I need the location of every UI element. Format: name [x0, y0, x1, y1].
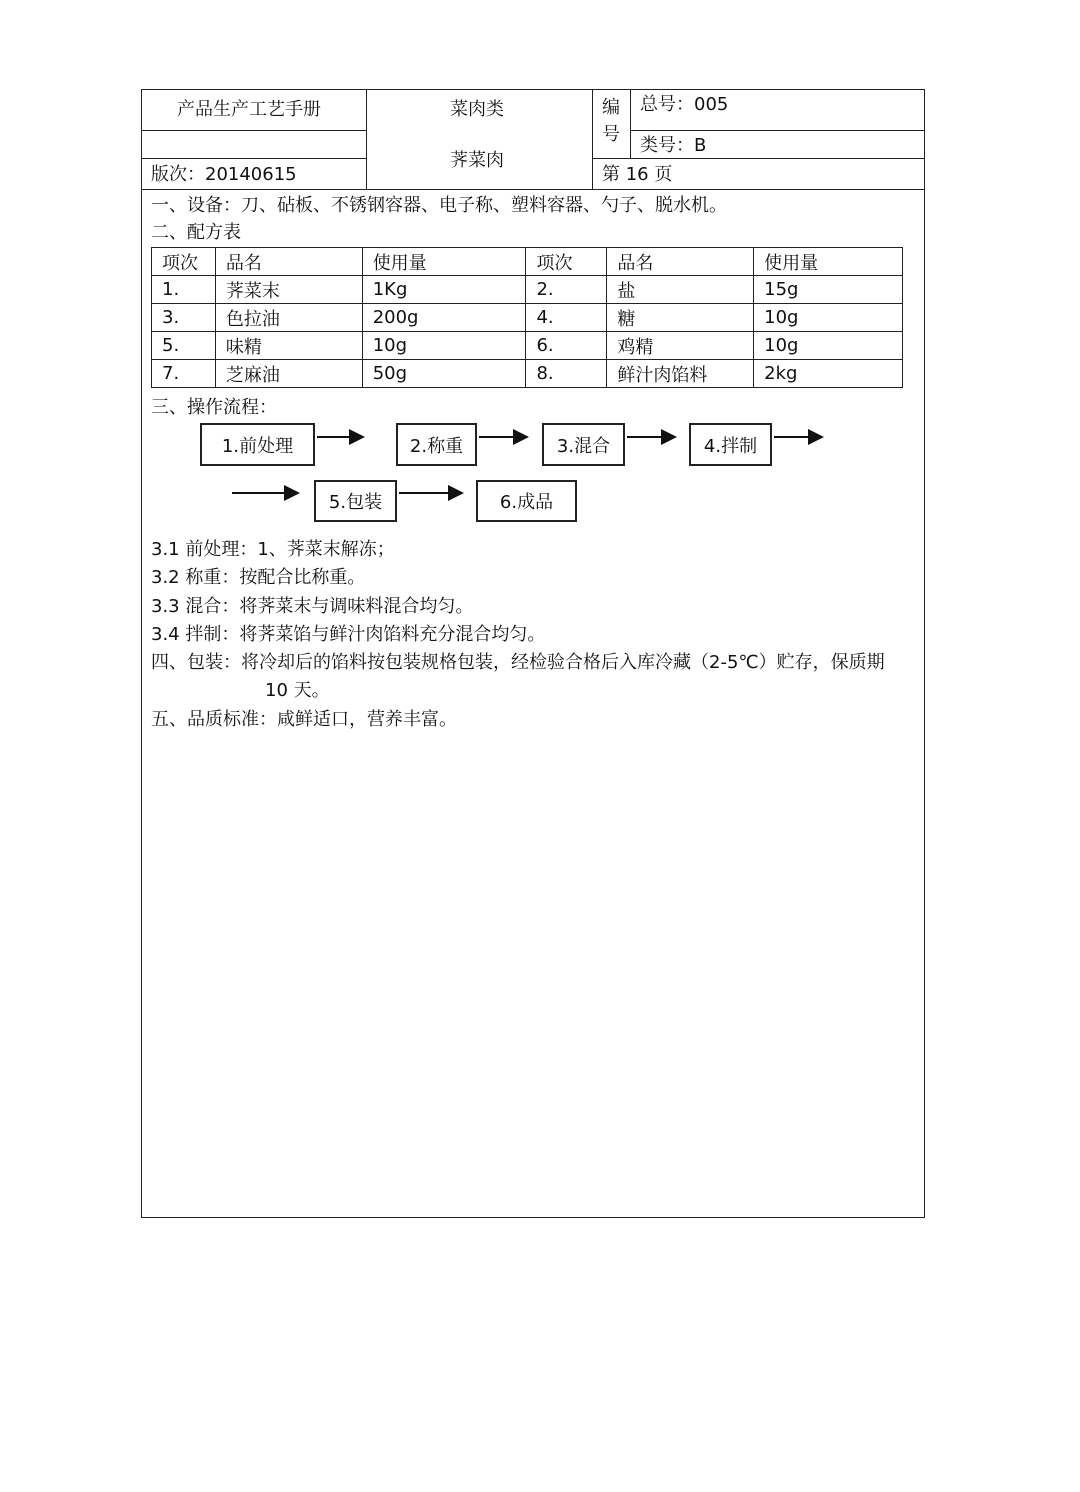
- flow-step-stir: 4.拌制: [689, 423, 772, 466]
- quality-standard: 五、品质标准：咸鲜适口，营养丰富。: [151, 709, 457, 730]
- recipe-table: [151, 247, 903, 388]
- header-divider: [141, 130, 366, 131]
- table-row: [152, 360, 903, 388]
- table-cell: 6.: [526, 332, 607, 360]
- version-label: 版次：20140615: [151, 164, 297, 185]
- flow-step-pack: 5.包装: [314, 480, 397, 522]
- packaging-line: 四、包装：将冷却后的馅料按包装规格包装，经检验合格后入库冷藏（2-5℃）贮存，保质期: [151, 652, 885, 673]
- table-cell: 荠菜末: [215, 276, 362, 304]
- table-header-cell: 项次: [526, 248, 607, 276]
- flow-step-preprocess: 1.前处理: [200, 423, 315, 466]
- table-header-cell: 品名: [215, 248, 362, 276]
- table-cell: 10g: [754, 304, 903, 332]
- manual-title: 产品生产工艺手册: [177, 99, 321, 120]
- table-row: [152, 304, 903, 332]
- table-cell: 10g: [362, 332, 526, 360]
- flow-step-mix: 3.混合: [542, 423, 625, 466]
- table-cell: 2kg: [754, 360, 903, 388]
- arrow-right-icon: [232, 492, 298, 494]
- total-number: 总号：005: [640, 94, 729, 115]
- table-cell: 1.: [152, 276, 216, 304]
- table-header-row: [152, 248, 903, 276]
- code-label: 编号: [602, 97, 620, 145]
- arrow-right-icon: [627, 436, 675, 438]
- table-cell: 15g: [754, 276, 903, 304]
- table-cell: 鸡精: [607, 332, 754, 360]
- table-cell: 糖: [607, 304, 754, 332]
- table-cell: 10g: [754, 332, 903, 360]
- flow-title: 三、操作流程：: [151, 397, 277, 418]
- equipment-line: 一、设备：刀、砧板、不锈钢容器、电子称、塑料容器、勺子、脱水机。: [151, 195, 727, 216]
- table-header-cell: 使用量: [362, 248, 526, 276]
- table-cell: 1Kg: [362, 276, 526, 304]
- category-label: 菜肉类: [450, 99, 504, 120]
- flow-step-weigh: 2.称重: [396, 423, 477, 466]
- step-detail: 3.2 称重：按配合比称重。: [151, 567, 366, 588]
- table-header-cell: 项次: [152, 248, 216, 276]
- step-detail: 3.4 拌制：将荠菜馅与鲜汁肉馅料充分混合均匀。: [151, 624, 546, 645]
- table-cell: 4.: [526, 304, 607, 332]
- class-number: 类号：B: [640, 135, 707, 156]
- table-cell: 8.: [526, 360, 607, 388]
- header-divider: [630, 130, 925, 131]
- header-divider: [366, 89, 367, 189]
- product-name: 荠菜肉: [450, 150, 504, 171]
- table-row: [152, 276, 903, 304]
- table-cell: 5.: [152, 332, 216, 360]
- table-cell: 200g: [362, 304, 526, 332]
- flow-step-finished: 6.成品: [476, 480, 577, 522]
- table-header-cell: 品名: [607, 248, 754, 276]
- recipe-title: 二、配方表: [151, 222, 241, 243]
- table-cell: 色拉油: [215, 304, 362, 332]
- header-divider: [630, 89, 631, 158]
- header-divider: [592, 89, 593, 189]
- table-cell: 鲜汁肉馅料: [607, 360, 754, 388]
- page-number: 第 16 页: [602, 164, 673, 185]
- packaging-line-continued: 10 天。: [265, 680, 330, 701]
- table-cell: 盐: [607, 276, 754, 304]
- header-divider: [141, 189, 925, 190]
- arrow-right-icon: [479, 436, 527, 438]
- table-cell: 2.: [526, 276, 607, 304]
- table-cell: 芝麻油: [215, 360, 362, 388]
- table-cell: 7.: [152, 360, 216, 388]
- arrow-right-icon: [399, 492, 462, 494]
- step-detail: 3.3 混合：将荠菜末与调味料混合均匀。: [151, 596, 474, 617]
- table-cell: 3.: [152, 304, 216, 332]
- table-cell: 50g: [362, 360, 526, 388]
- arrow-right-icon: [317, 436, 363, 438]
- table-cell: 味精: [215, 332, 362, 360]
- table-header-cell: 使用量: [754, 248, 903, 276]
- header-divider: [592, 158, 925, 159]
- table-row: [152, 332, 903, 360]
- header-divider: [141, 158, 366, 159]
- arrow-right-icon: [774, 436, 822, 438]
- step-detail: 3.1 前处理：1、荠菜末解冻；: [151, 539, 395, 560]
